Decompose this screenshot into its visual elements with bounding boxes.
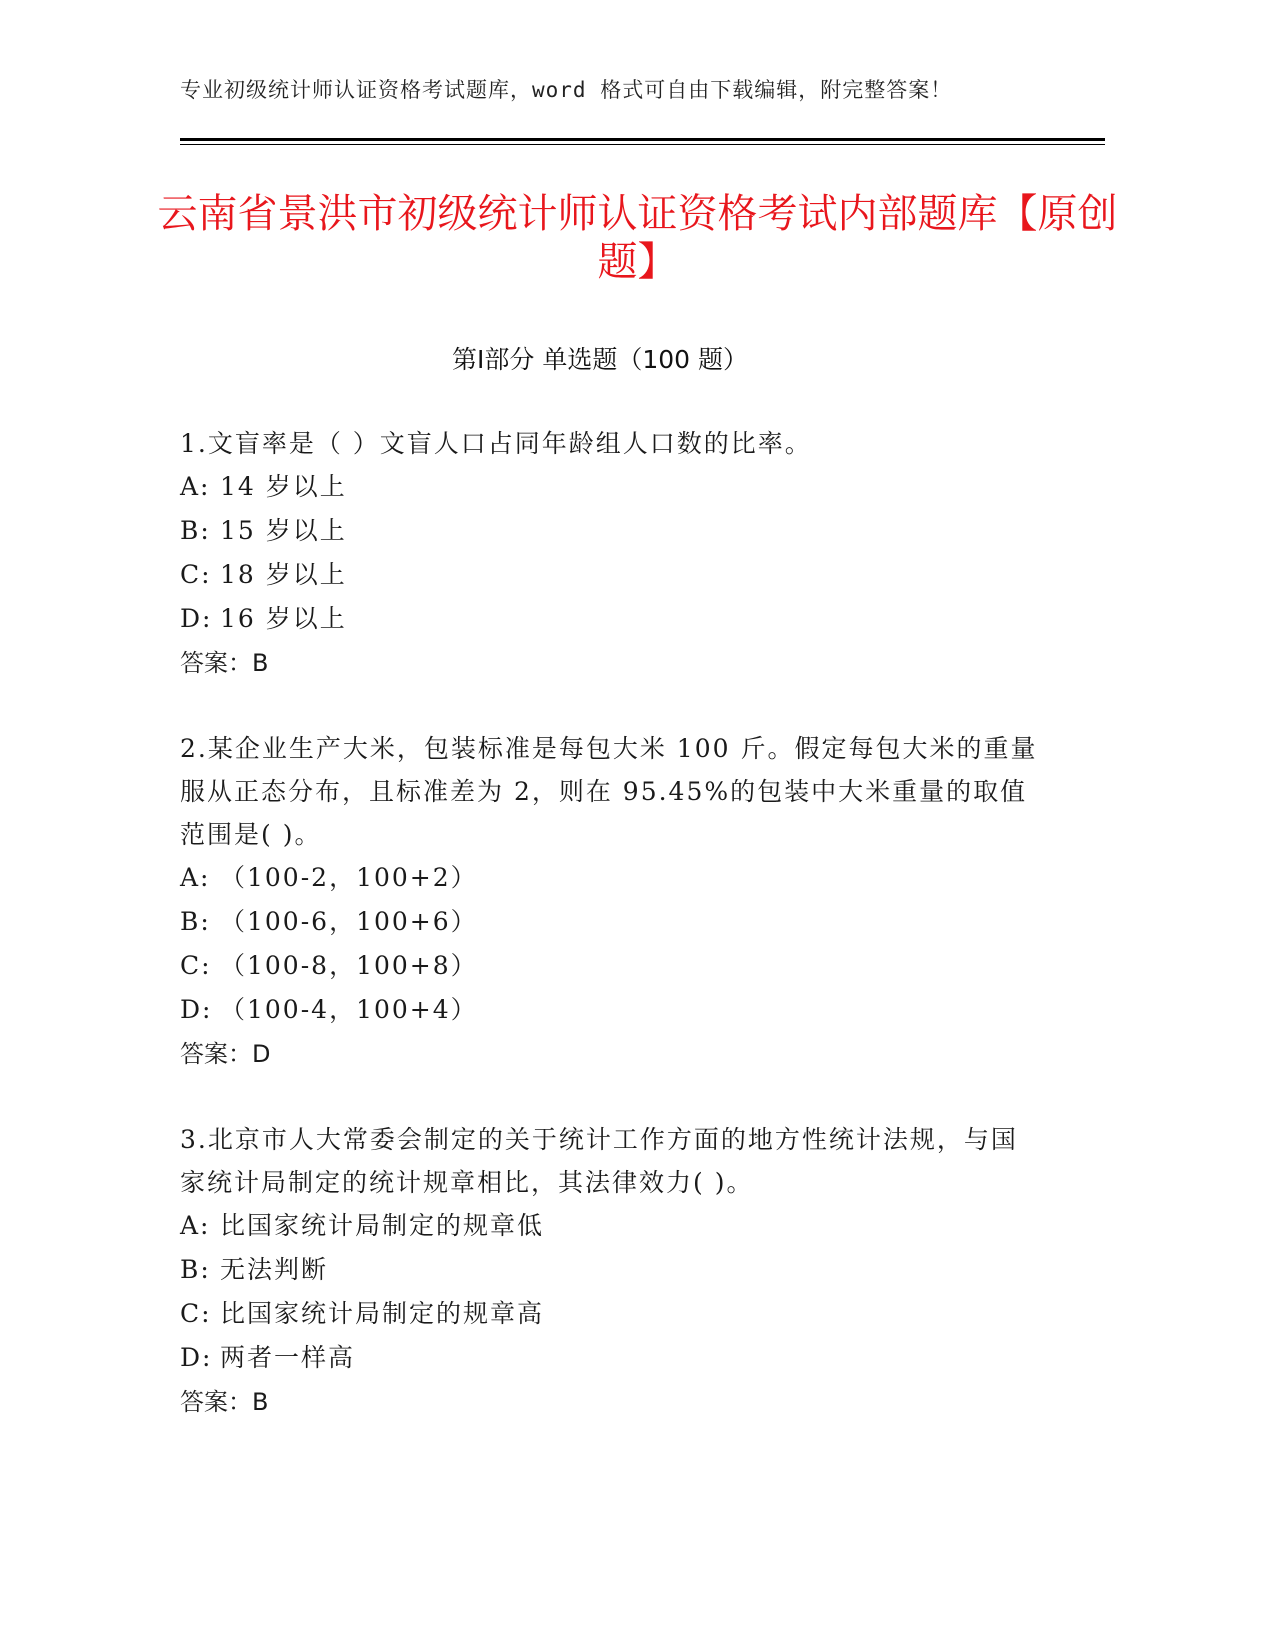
option-c — [180, 553, 1040, 597]
option-letter: C: — [180, 1299, 212, 1328]
question-3 — [180, 1118, 1040, 1424]
question-2 — [180, 727, 1040, 1076]
option-text: 18 岁以上 — [220, 560, 347, 589]
document-title: 云南省景洪市初级统计师认证资格考试内部题库【原创题】 — [157, 191, 1118, 285]
option-a — [180, 465, 1040, 509]
header-note: 专业初级统计师认证资格考试题库，word 格式可自由下载编辑，附完整答案！ — [180, 78, 953, 102]
answer-line: 答案：B — [180, 649, 269, 677]
option-letter: A: — [180, 472, 211, 501]
option-letter: C: — [180, 560, 212, 589]
option-text: 16 岁以上 — [220, 604, 347, 633]
answer-line: 答案：D — [180, 1040, 271, 1068]
question-stem: 2.某企业生产大米，包装标准是每包大米 100 斤。假定每包大米的重量服从正态分布，且标准差为 2，则在 95.45%的包装中大米重量的取值范围是( )。 — [180, 734, 1038, 849]
option-text: （100-6，100+6） — [220, 907, 478, 936]
option-d — [180, 988, 1040, 1032]
option-letter: B: — [180, 907, 211, 936]
option-text: （100-4，100+4） — [220, 995, 478, 1024]
option-letter: A: — [180, 863, 211, 892]
option-c — [180, 944, 1040, 988]
question-1 — [180, 422, 1040, 685]
option-a — [180, 1204, 1040, 1248]
option-text: 15 岁以上 — [220, 516, 347, 545]
option-letter: D: — [180, 604, 213, 633]
option-text: 14 岁以上 — [220, 472, 347, 501]
header-rule-thick — [180, 138, 1105, 141]
option-d — [180, 597, 1040, 641]
option-text: 两者一样高 — [220, 1343, 356, 1372]
option-text: 比国家统计局制定的规章低 — [220, 1211, 545, 1240]
option-letter: A: — [180, 1211, 211, 1240]
section-title: 第Ⅰ部分 单选题（100 题） — [452, 345, 748, 374]
option-b — [180, 1248, 1040, 1292]
option-letter: D: — [180, 1343, 213, 1372]
option-letter: B: — [180, 1255, 211, 1284]
option-letter: B: — [180, 516, 211, 545]
option-b — [180, 900, 1040, 944]
header-rule-thin — [180, 144, 1105, 145]
question-stem: 3.北京市人大常委会制定的关于统计工作方面的地方性统计法规，与国家统计局制定的统计规章相比，其法律效力( )。 — [180, 1125, 1018, 1197]
option-text: 无法判断 — [220, 1255, 329, 1284]
option-b — [180, 509, 1040, 553]
option-d — [180, 1336, 1040, 1380]
option-text: 比国家统计局制定的规章高 — [220, 1299, 545, 1328]
answer-line: 答案：B — [180, 1388, 269, 1416]
question-stem: 1.文盲率是（ ）文盲人口占同年龄组人口数的比率。 — [180, 429, 812, 458]
option-letter: D: — [180, 995, 213, 1024]
option-letter: C: — [180, 951, 212, 980]
option-a — [180, 856, 1040, 900]
option-text: （100-2，100+2） — [220, 863, 478, 892]
option-c — [180, 1292, 1040, 1336]
option-text: （100-8，100+8） — [220, 951, 478, 980]
